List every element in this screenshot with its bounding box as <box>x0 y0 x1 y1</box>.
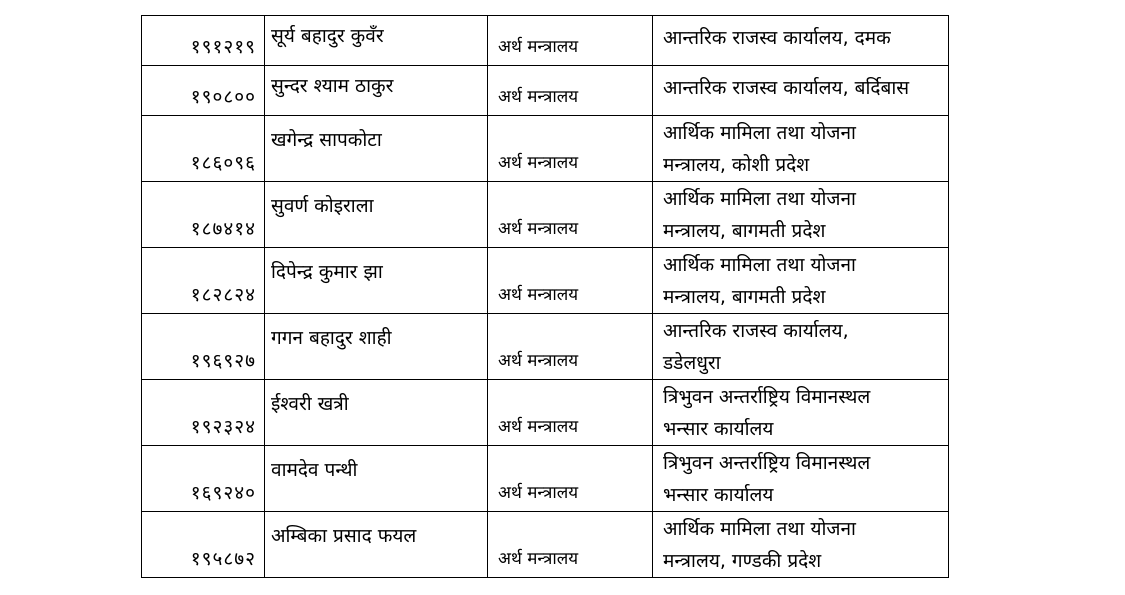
employee-id-cell: १९१२१९ <box>142 16 265 66</box>
table-row <box>142 512 949 578</box>
ministry-cell: अर्थ मन्त्रालय <box>488 380 653 446</box>
ministry-cell: अर्थ मन्त्रालय <box>488 116 653 182</box>
ministry-cell: अर्थ मन्त्रालय <box>488 446 653 512</box>
table-row <box>142 446 949 512</box>
office-line: त्रिभुवन अन्तर्राष्ट्रिय विमानस्थल <box>663 386 871 408</box>
ministry-cell: अर्थ मन्त्रालय <box>488 248 653 314</box>
office-line: भन्सार कार्यालय <box>663 418 774 440</box>
ministry-cell: अर्थ मन्त्रालय <box>488 182 653 248</box>
employee-name-cell: सुवर्ण कोइराला <box>265 182 488 248</box>
office-cell <box>653 248 949 314</box>
office-line: मन्त्रालय, बागमती प्रदेश <box>663 220 826 242</box>
ministry-cell: अर्थ मन्त्रालय <box>488 66 653 116</box>
employee-id-cell: १९०८०० <box>142 66 265 116</box>
table-row <box>142 380 949 446</box>
office-cell <box>653 380 949 446</box>
employee-name-cell: गगन बहादुर शाही <box>265 314 488 380</box>
office-line: मन्त्रालय, गण्डकी प्रदेश <box>663 550 822 572</box>
employee-name-cell: ईश्वरी खत्री <box>265 380 488 446</box>
employee-name-cell: खगेन्द्र सापकोटा <box>265 116 488 182</box>
office-line: आर्थिक मामिला तथा योजना <box>663 518 856 540</box>
office-cell <box>653 314 949 380</box>
office-cell <box>653 116 949 182</box>
table-row <box>142 182 949 248</box>
office-line: आर्थिक मामिला तथा योजना <box>663 188 856 210</box>
ministry-cell: अर्थ मन्त्रालय <box>488 16 653 66</box>
employee-id-cell: १८७४१४ <box>142 182 265 248</box>
employee-name-cell: अम्बिका प्रसाद फयल <box>265 512 488 578</box>
employee-name-cell: सुन्दर श्याम ठाकुर <box>265 66 488 116</box>
employee-id-cell: १८२८२४ <box>142 248 265 314</box>
ministry-cell: अर्थ मन्त्रालय <box>488 512 653 578</box>
office-cell <box>653 512 949 578</box>
table-row <box>142 66 949 116</box>
office-line: आन्तरिक राजस्व कार्यालय, <box>663 320 849 342</box>
employee-id-cell: १८६०९६ <box>142 116 265 182</box>
table-row <box>142 116 949 182</box>
table-row <box>142 248 949 314</box>
employee-id-cell: १६९२४० <box>142 446 265 512</box>
employee-id-cell: १९२३२४ <box>142 380 265 446</box>
office-cell <box>653 446 949 512</box>
transfer-table <box>141 15 949 578</box>
office-line: भन्सार कार्यालय <box>663 484 774 506</box>
ministry-cell: अर्थ मन्त्रालय <box>488 314 653 380</box>
employee-name-cell: वामदेव पन्थी <box>265 446 488 512</box>
table-row <box>142 16 949 66</box>
office-cell <box>653 66 949 116</box>
employee-id-cell: १९५८७२ <box>142 512 265 578</box>
office-line: आन्तरिक राजस्व कार्यालय, दमक <box>663 27 891 49</box>
office-cell <box>653 16 949 66</box>
office-line: मन्त्रालय, कोशी प्रदेश <box>663 154 810 176</box>
employee-name-cell: दिपेन्द्र कुमार झा <box>265 248 488 314</box>
office-line: मन्त्रालय, बागमती प्रदेश <box>663 286 826 308</box>
office-line: आर्थिक मामिला तथा योजना <box>663 122 856 144</box>
employee-id-cell: १९६९२७ <box>142 314 265 380</box>
table-row <box>142 314 949 380</box>
employee-name-cell: सूर्य बहादुर कुवँर <box>265 16 488 66</box>
office-line: डडेलधुरा <box>663 352 721 374</box>
office-line: आन्तरिक राजस्व कार्यालय, बर्दिबास <box>663 77 910 99</box>
office-line: त्रिभुवन अन्तर्राष्ट्रिय विमानस्थल <box>663 452 871 474</box>
office-line: आर्थिक मामिला तथा योजना <box>663 254 856 276</box>
office-cell <box>653 182 949 248</box>
